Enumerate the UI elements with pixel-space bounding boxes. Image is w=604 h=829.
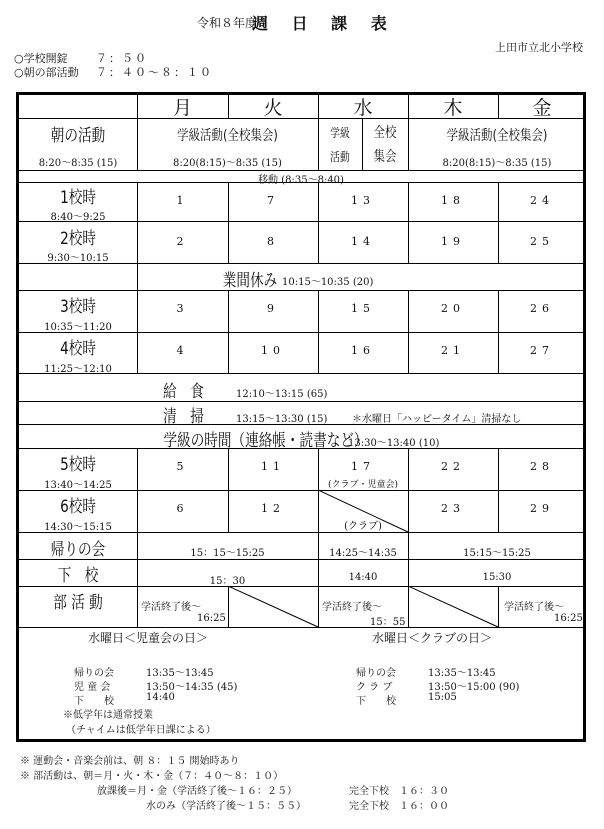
cell: 23	[441, 502, 465, 515]
club-mon-line2: 16:25	[197, 613, 226, 624]
period-label: 1校時	[60, 188, 96, 208]
council-note-2: （チャイムは低学年日課による）	[66, 725, 216, 736]
dismissal-thu-fri: 15:30	[482, 572, 512, 583]
day-mon: 月	[172, 97, 192, 119]
dismissal-mon-tue: 15：30	[209, 576, 246, 587]
cleaning-label: 清 掃	[163, 407, 204, 427]
cell: 12	[261, 502, 285, 515]
club-fri-line2: 16:25	[554, 613, 583, 624]
homeroom-end-mon-tue: 15：15～15:25	[190, 548, 265, 559]
wed-5th-note: (クラブ・児童会)	[327, 480, 399, 490]
class-time-label: 学級の時間（連絡帳・読書など）	[163, 431, 368, 451]
cleaning-time: 13:15～13:30 (15)	[236, 414, 328, 425]
council-row-time: 13:50～14:35 (45)	[146, 682, 238, 693]
cell: 15	[351, 302, 375, 315]
club-day-row-label: 帰りの会	[356, 668, 396, 679]
homeroom-end-thu-fri: 15:15～15:25	[463, 548, 531, 559]
recess-label: 業間休み	[222, 271, 278, 291]
cell: 22	[441, 460, 465, 473]
cell: 17	[351, 460, 375, 473]
cell: 21	[441, 344, 465, 357]
footnote-line-4b: 完全下校 １６：００	[349, 801, 449, 812]
thu-club-diagonal	[408, 586, 499, 628]
club-label: 部 活 動	[53, 593, 103, 613]
cell: 8	[267, 235, 279, 248]
club-wed-line2: 15：55	[370, 617, 406, 628]
period-time: 8:40～9:25	[50, 212, 106, 223]
club-day-row-time: 13:50～15:00 (90)	[428, 682, 520, 693]
council-title: 水曜日＜児童会の日＞	[88, 631, 209, 645]
council-row-time: 13:35～13:45	[146, 668, 214, 679]
day-fri: 金	[532, 97, 552, 119]
day-tue: 火	[263, 97, 283, 119]
cell: 5	[176, 460, 189, 473]
club-fri-line1: 学活終了後～	[504, 602, 564, 613]
cell: 13	[351, 194, 375, 207]
page-header	[0, 0, 604, 90]
mon-tue-morning: 学級活動(全校集会)	[177, 128, 278, 144]
fiscal-year-label: 令和８年度	[197, 16, 258, 30]
period-time: 14:30～15:15	[44, 522, 112, 533]
tue-club-diagonal	[228, 586, 319, 628]
footnote-line-3b: 完全下校 １６：３０	[349, 786, 449, 797]
page-title: 週 日 課 表	[252, 14, 396, 33]
recess-time: 10:15～10:35 (20)	[282, 277, 374, 288]
thu-fri-morning: 学級活動(全校集会)	[446, 128, 548, 144]
cell: 28	[530, 460, 554, 473]
period-label: 5校時	[60, 455, 96, 475]
footnote-line-2: ※ 部活動は、朝＝月・火・木・金（７：４０～８：１０）	[20, 771, 284, 782]
period-label: 6校時	[60, 497, 96, 517]
cell: 4	[176, 344, 189, 357]
cell: 1	[176, 194, 189, 207]
morning-time: 8:20～8:35 (15)	[38, 158, 118, 169]
thu-fri-morning-time: 8:20(8:15)～8:35 (15)	[442, 158, 552, 169]
period-time: 13:40～14:25	[44, 480, 112, 491]
dismissal-label: 下 校	[57, 566, 99, 586]
wed-6th-note: (クラブ)	[344, 521, 382, 532]
club-day-row-label: 下 校	[356, 696, 396, 707]
homeroom-end-wed: 14:25～14:35	[329, 548, 397, 559]
homeroom-end-label: 帰りの会	[50, 540, 106, 560]
council-row-label: 下 校	[74, 696, 114, 707]
footnote-line-3a: 放課後＝月・金（学活終了後～１６：２５）	[97, 786, 297, 797]
cell: 10	[261, 344, 285, 357]
period-time: 11:25～12:10	[44, 364, 112, 375]
cell: 18	[441, 194, 465, 207]
cell: 26	[530, 302, 554, 315]
club-mon-line1: 学活終了後～	[141, 602, 201, 613]
cell: 11	[261, 460, 285, 473]
club-day-row-time: 15:05	[428, 692, 457, 703]
class-time-time: 13:30～13:40 (10)	[348, 438, 440, 449]
cleaning-note: ＊水曜日「ハッピータイム」清掃なし	[352, 414, 522, 425]
cell: 6	[176, 502, 189, 515]
council-row-time: 14:40	[146, 692, 175, 703]
day-wed: 水	[353, 97, 373, 119]
day-thu: 木	[443, 97, 463, 119]
council-note-1: ※低学年は通常授業	[63, 710, 153, 721]
morning-club-time: ７：４０～８：１０	[96, 66, 213, 79]
club-wed-line1: 学活終了後～	[322, 602, 382, 613]
council-row-label: 帰りの会	[74, 668, 114, 679]
dismissal-wed: 14:40	[348, 572, 378, 583]
footnote-line-1: ※ 運動会・音楽会前は、朝 ８：１５ 開始時あり	[20, 756, 240, 767]
move-row: 移動 (8:35～8:40)	[258, 175, 344, 186]
club-day-title: 水曜日＜クラブの日＞	[372, 631, 493, 645]
mon-tue-morning-time: 8:20(8:15)～8:35 (15)	[173, 158, 282, 169]
footnote-line-4a: 水のみ（学活終了後～１５：５５）	[146, 801, 306, 812]
cell: 3	[176, 302, 189, 315]
period-label: 3校時	[60, 297, 96, 317]
lunch-time: 12:10～13:15 (65)	[236, 389, 328, 400]
opening-time: ７：５０	[96, 52, 148, 65]
cell: 2	[176, 235, 189, 248]
period-time: 9:30～10:15	[47, 253, 109, 264]
wed-assembly-1: 全校	[373, 125, 397, 141]
cell: 20	[441, 302, 465, 315]
school-name: 上田市立北小学校	[495, 41, 583, 54]
cell: 19	[441, 235, 465, 248]
period-label: 4校時	[60, 339, 96, 359]
cell: 29	[530, 502, 554, 515]
lunch-label: 給 食	[163, 382, 204, 402]
wed-class-activity-1: 学級	[330, 126, 350, 140]
cell: 16	[351, 344, 375, 357]
council-row-label: 児 童 会	[74, 682, 111, 693]
club-day-row-label: ク ラ ブ	[356, 682, 393, 693]
cell: 27	[530, 344, 554, 357]
wed-class-activity-2: 活動	[330, 150, 350, 164]
morning-club-label: ○朝の部活動	[14, 66, 79, 79]
cell: 9	[267, 302, 279, 315]
wed-assembly-2: 集会	[373, 149, 397, 165]
club-day-row-time: 13:35～13:45	[428, 668, 496, 679]
cell: 14	[351, 235, 375, 248]
morning-label: 朝の活動	[50, 126, 106, 146]
period-label: 2校時	[60, 229, 96, 249]
cell: 24	[530, 194, 554, 207]
cell: 7	[267, 194, 279, 207]
period-time: 10:35～11:20	[44, 322, 112, 333]
opening-label: ○学校開錠	[14, 52, 68, 65]
cell: 25	[530, 235, 554, 248]
